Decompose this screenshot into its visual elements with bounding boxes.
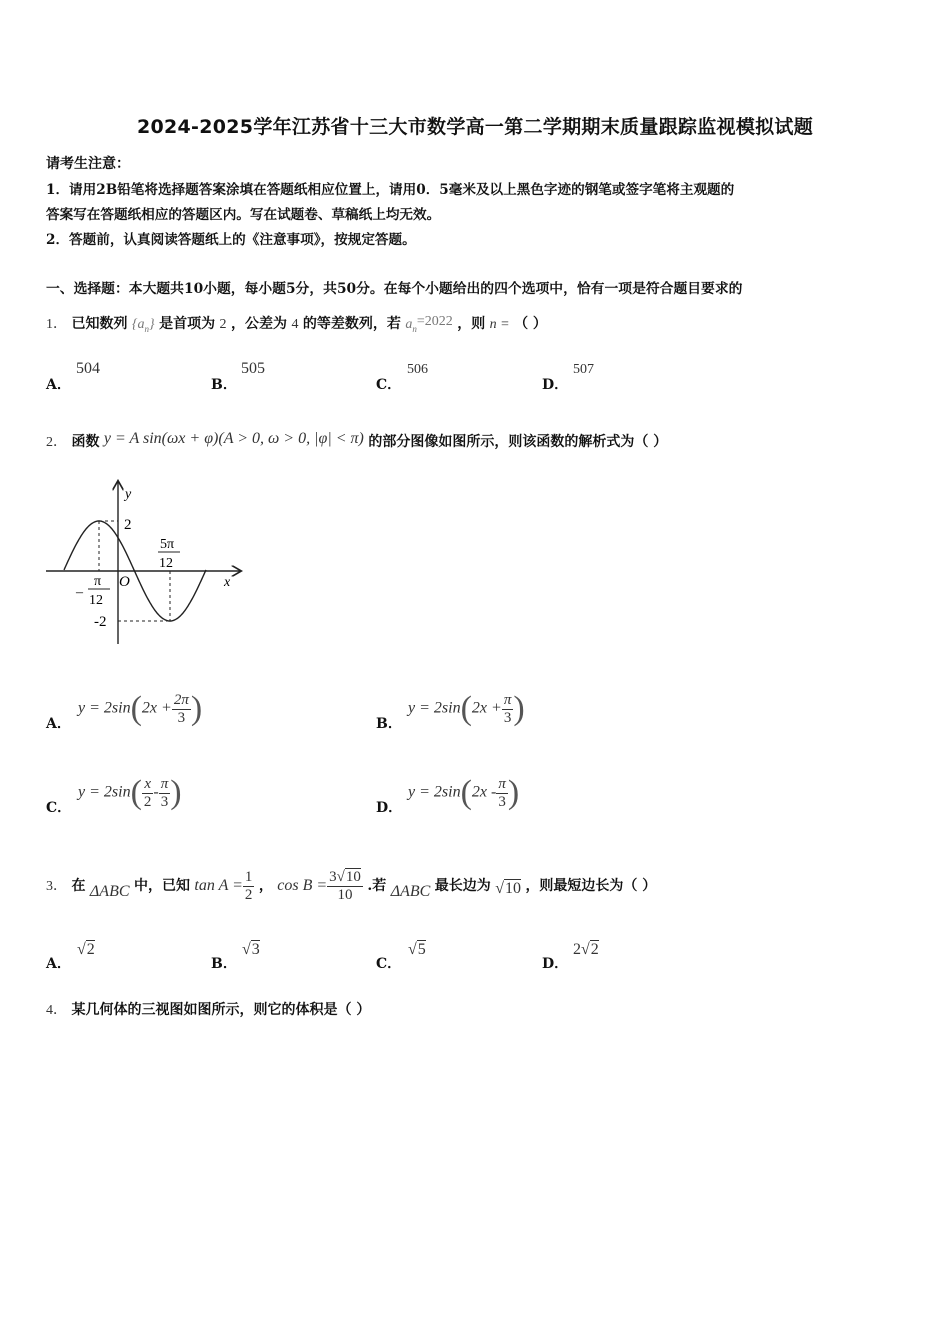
q3-text-5: ，则最短边长为（ ）	[525, 878, 657, 894]
q1-option-a-label[interactable]: A．	[46, 377, 71, 393]
section1-heading: 一、选择题：本大题共10小题，每小题5分，共50分。在每个小题给出的四个选项中，恰有一项是符合题目要求的	[46, 281, 743, 297]
q1-an-value: =2022	[416, 314, 453, 329]
q1-n-var: n =	[489, 317, 510, 332]
q2-text-2: 的部分图像如图所示，则该函数的解析式为（ ）	[368, 434, 668, 450]
min-label: -2	[94, 614, 107, 630]
q1-text-1: 已知数列	[71, 316, 128, 332]
q1-first-term: 2	[219, 317, 227, 332]
q2-function: y = A sin(ωx + φ)(A > 0, ω > 0, |φ| < π)	[103, 430, 364, 447]
q1-option-d-value: 507	[573, 362, 594, 377]
q3-tan-fraction: $\frac{1}{2}$	[244, 868, 253, 903]
q1-text-4: 的等差数列，若	[302, 316, 401, 332]
q3-option-c-label[interactable]: C．	[376, 956, 402, 972]
q3-option-a-label[interactable]: A．	[46, 956, 71, 972]
q3-triangle: ΔABC	[89, 883, 130, 900]
q2-number: 2．	[46, 435, 67, 450]
notice-item1-line2: 答案写在答题纸相应的答题区内。写在试题卷、草稿纸上均无效。	[46, 207, 441, 223]
question-1	[46, 313, 547, 334]
q3-number: 3．	[46, 879, 67, 894]
q1-text-2: 是首项为	[159, 316, 216, 332]
q1-difference: 4	[291, 317, 299, 332]
q4-text: 某几何体的三视图如图所示，则它的体积是（ ）	[71, 1002, 371, 1018]
q3-cos-fraction: $\frac{3√10}{10}$	[329, 869, 361, 903]
q3-triangle-2: ΔABC	[390, 883, 431, 900]
q3-tan-a: tan A =	[194, 877, 243, 894]
q1-text-3: ，公差为	[230, 316, 287, 332]
q2-sine-graph	[44, 476, 244, 648]
q1-text-5: ，则	[457, 316, 486, 332]
x-axis-label: x	[224, 575, 231, 590]
notice-item2: 2．答题前，认真阅读答题纸上的《注意事项》，按规定答题。	[46, 232, 416, 248]
left-tick-num: π	[94, 574, 102, 589]
q2-option-a-label[interactable]: A．	[46, 716, 71, 732]
q2-option-d-label[interactable]: D．	[376, 800, 403, 816]
q3-text-3: .若	[367, 878, 387, 894]
q3-option-c-value: √5	[408, 941, 426, 958]
q1-seq: $\{a_n\}$	[131, 317, 155, 334]
q3-option-d-label[interactable]: D．	[542, 956, 569, 972]
q3-cos-b: cos B =	[277, 877, 328, 894]
y-axis-label: y	[125, 487, 132, 502]
question-3	[46, 868, 656, 904]
q3-option-a-value: √2	[77, 941, 95, 958]
q1-option-a-value: 504	[76, 360, 100, 377]
q3-option-b-label[interactable]: B．	[211, 956, 237, 972]
q2-option-b-formula: y = 2sin(2x + $\frac{\pi}{3}$ )	[408, 690, 525, 727]
q3-comma: ，	[258, 878, 273, 894]
notice-item1-line1: 1．请用2B铅笔将选择题答案涂填在答题纸相应位置上，请用0．5毫米及以上黑色字迹的钢笔或签字笔将主观题的	[46, 182, 735, 198]
right-tick-den: 12	[159, 556, 173, 571]
q1-number: 1．	[46, 317, 67, 332]
q3-longest-side: √10	[495, 880, 521, 897]
q4-number: 4．	[46, 1003, 67, 1018]
q1-option-c-value: 506	[407, 362, 428, 377]
q1-an: $a_n$	[405, 317, 417, 334]
origin-label: O	[119, 574, 130, 590]
q3-option-d-value: 2√2	[573, 941, 599, 958]
q3-text-2: 中，已知	[133, 878, 190, 894]
q2-option-c-formula: y = 2sin( $\frac{x}{2}$ - $\frac{\pi}{3}$ )	[78, 774, 182, 811]
left-sign: –	[76, 585, 83, 600]
q1-option-d-label[interactable]: D．	[542, 377, 569, 393]
exam-title: 2024-2025学年江苏省十三大市数学高一第二学期期末质量跟踪监视模拟试题	[136, 116, 814, 138]
question-2	[46, 431, 667, 451]
question-4	[46, 999, 370, 1019]
q1-option-b-label[interactable]: B．	[211, 377, 237, 393]
right-tick-num: 5π	[160, 537, 175, 552]
q3-option-b-value: √3	[242, 941, 260, 958]
q2-option-d-formula: y = 2sin(2x - $\frac{\pi}{3}$ )	[408, 774, 520, 811]
max-label: 2	[124, 517, 132, 533]
q1-text-6: （ ）	[514, 316, 547, 332]
q3-text-1: 在	[71, 878, 86, 894]
q2-text-1: 函数	[71, 434, 100, 450]
q2-option-c-label[interactable]: C．	[46, 800, 72, 816]
q1-option-c-label[interactable]: C．	[376, 377, 402, 393]
notice-heading: 请考生注意：	[46, 156, 130, 172]
q1-option-b-value: 505	[241, 360, 265, 377]
q3-text-4: 最长边为	[434, 878, 491, 894]
q2-option-b-label[interactable]: B．	[376, 716, 402, 732]
left-tick-den: 12	[89, 593, 103, 608]
q2-option-a-formula: y = 2sin(2x + $\frac{2\pi}{3}$ )	[78, 690, 203, 727]
